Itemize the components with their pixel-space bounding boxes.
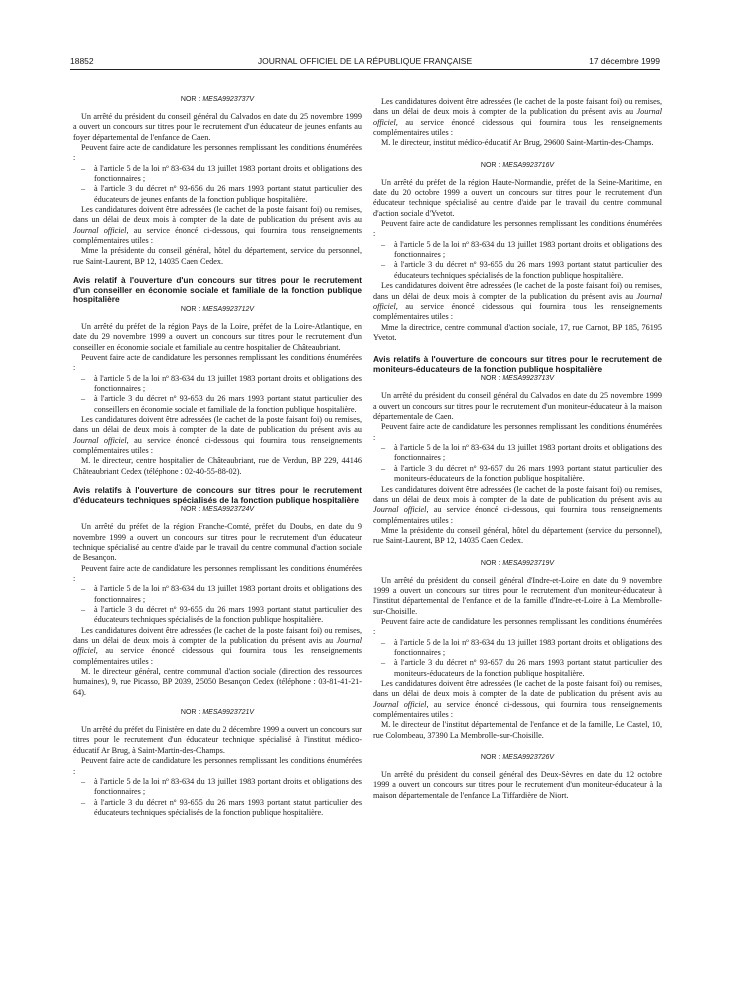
nor-prefix: NOR :	[480, 559, 501, 567]
paragraph: Mme la présidente du conseil général, hôtel du département (service du personnel), rue Saint-Laurent, BP 12, 14035 Caen Cedex.	[373, 525, 662, 546]
paragraph: Un arrêté du président du conseil général du Calvados en date du 25 novembre 1999 a ouvert un concours sur titres pour le recrutement d'un éducateur de jeunes enfants au foyer départemental de l'enfance de Caen.	[73, 112, 362, 142]
paragraph: Un arrêté du président du conseil général des Deux-Sèvres en date du 12 octobre 1999 a ouvert un concours sur titres pour le recrutement d'un moniteur-éducateur à la maison départementale de l'enfance La Tiffardière de Niort.	[373, 770, 662, 800]
nor-reference	[73, 505, 362, 515]
nor-code: MESA9923726V	[502, 754, 555, 762]
paragraph: Les candidatures doivent être adressées (le cachet de la poste faisant foi) ou remises, dans un délai de deux mois à compter de la publication du présent avis au Journal officiel, au service énoncé cidessous qui fournira tous les renseignements complémentaires utiles :	[373, 281, 662, 322]
paragraph: Un arrêté du préfet de la région Franche-Comté, préfet du Doubs, en date du 9 novembre 1999 a ouvert un concours sur titres pour le recrutement d'un éducateur technique spécialisé au centre d'aide par le travail du centre communal d'action sociale de Besançon.	[73, 522, 362, 563]
nor-prefix: NOR :	[480, 375, 501, 383]
paragraph: Peuvent faire acte de candidature les personnes remplissant les conditions énumérées :	[373, 616, 662, 637]
paragraph: M. le directeur, institut médico-éducatif Ar Brug, 29600 Saint-Martin-des-Champs.	[381, 138, 654, 148]
nor-reference	[73, 708, 362, 718]
nor-prefix: NOR :	[180, 709, 201, 717]
nor-prefix: NOR :	[480, 161, 501, 169]
paragraph: Les candidatures doivent être adressées (le cachet de la poste faisant foi) ou remises, dans un délai de deux mois à compter de la date de publication du présent avis au Journal officiel, au service énoncé ci-dessous qui fournira tous renseignements complémentaires utiles :	[73, 415, 362, 456]
notice-title: Avis relatifs à l'ouverture de concours sur titres pour le recrutement de moniteurs-éducateurs de la fonction publique hospitalière	[373, 354, 662, 374]
notice-title: Avis relatifs à l'ouverture de concours sur titres pour le recrutement d'éducateurs techniques spécialisés de la fonction publique hospitalière	[73, 485, 362, 505]
paragraph: Les candidatures doivent être adressées (le cachet de la poste faisant foi) ou remises, dans un délai de deux mois à compter de la publication du présent avis au Journal officiel, au service énoncé cidessous qui fournira tous les renseignements complémentaires utiles :	[73, 625, 362, 666]
nor-code: MESA9923716V	[502, 161, 555, 169]
paragraph: Peuvent faire acte de candidature les personnes remplissant les conditions énumérées :	[73, 143, 362, 163]
paragraph: M. le directeur général, centre communal d'action sociale (direction des ressources humaines), 9, rue Picasso, BP 2039, 25050 Besançon Cedex (téléphone : 03-81-41-21-64).	[73, 667, 362, 697]
paragraph: Un arrêté du préfet du Finistère en date du 2 décembre 1999 a ouvert un concours sur titres pour le recrutement d'un éducateur technique spécialisé à l'institut médico-éducatif Ar Brug, à Saint-Martin-des-Champs.	[73, 725, 362, 755]
condition-item: – à l'article 5 de la loi nº 83-634 du 13 juillet 1983 portant droits et obligations des fonctionnaires ;	[373, 443, 662, 464]
nor-prefix: NOR :	[180, 305, 201, 313]
condition-item: – à l'article 5 de la loi nº 83-634 du 13 juillet 1983 portant droits et obligations des fonctionnaires ;	[73, 374, 362, 395]
nor-code: MESA9923737V	[202, 96, 255, 103]
nor-reference	[373, 374, 662, 384]
condition-item: – à l'article 3 du décret nº 93-656 du 26 mars 1993 portant statut particulier des éducateurs de jeunes enfants de la fonction publique hospitalière.	[73, 184, 362, 205]
paragraph: Les candidatures doivent être adressées (le cachet de la poste faisant foi) ou remises, dans un délai de deux mois à compter de la date de publication du présent avis au Journal officiel, au service énoncé ci-dessous, qui fournira tous renseignements complémentaires utiles :	[373, 679, 662, 720]
nor-code: MESA9923712V	[202, 305, 255, 313]
spacer	[373, 763, 662, 770]
paragraph: M. le directeur, centre hospitalier de Châteaubriant, rue de Verdun, BP 229, 44146 Châteaubriant Cedex (téléphone : 02-40-55-88-02).	[73, 456, 362, 476]
paragraph: Peuvent faire acte de candidature les personnes remplissant les conditions énumérées :	[373, 219, 662, 239]
paragraph: Peuvent faire acte de candidature les personnes remplissant les conditions énumérées :	[73, 563, 362, 583]
spacer	[73, 315, 362, 322]
condition-item: – à l'article 5 de la loi nº 83-634 du 13 juillet 1983 portant droits et obligations des fonctionnaires ;	[73, 164, 362, 185]
condition-item: – à l'article 5 de la loi nº 83-634 du 13 juillet 1983 portant droits et obligations des fonctionnaires ;	[373, 638, 662, 659]
condition-list	[73, 777, 362, 818]
condition-item: – à l'article 5 de la loi nº 83-634 du 13 juillet 1983 portant droits et obligations des fonctionnaires ;	[373, 240, 662, 261]
condition-list	[73, 164, 362, 205]
paragraph: Peuvent faire acte de candidature les personnes remplissant les conditions énumérées :	[73, 352, 362, 373]
paragraph: Les candidatures doivent être adressées (le cachet de la poste faisant foi) ou remises, dans un délai de deux mois à compter de la date de publication du présent avis au Journal officiel, au service énoncé ci-dessous, qui fournira tous renseignements complémentaires utiles :	[73, 205, 362, 246]
condition-item: – à l'article 5 de la loi nº 83-634 du 13 juillet 1983 portant droits et obligations des fonctionnaires ;	[73, 584, 362, 605]
nor-code: MESA9923724V	[202, 506, 255, 514]
paragraph: Peuvent faire acte de candidature les personnes remplissant les conditions énumérées :	[73, 756, 362, 776]
nor-code: MESA9923721V	[202, 709, 255, 717]
paragraph: M. le directeur de l'institut départemental de l'enfance et de la famille, Le Castel, 10, rue Colombeau, 37390 La Membrolle-sur-Choisille.	[373, 720, 662, 740]
nor-reference	[73, 95, 362, 105]
paragraph: Un arrêté du préfet de la région Haute-Normandie, préfet de la Seine-Maritime, en date du 20 octobre 1999 a ouvert un concours sur titres pour le recrutement d'un éducateur technique spécialisé au centre d'aide par le travail du centre communal d'action sociale d'Yvetot.	[373, 177, 662, 218]
paragraph: Un arrêté du président du conseil général d'Indre-et-Loire en date du 9 novembre 1999 a ouvert un concours sur titres pour le recrutement d'un moniteur-éducateur à l'institut départemental de l'enfance et de la famille d'Indre-et-Loire à La Membrolle-sur-Choisille.	[373, 575, 662, 616]
paragraph: Peuvent faire acte de candidature les personnes remplissant les conditions énumérées :	[373, 422, 662, 442]
left-column	[73, 95, 362, 818]
nor-code: MESA9923719V	[502, 559, 555, 567]
condition-list	[73, 584, 362, 625]
nor-code: MESA9923713V	[502, 375, 555, 383]
paragraph: Un arrêté du préfet de la région Pays de la Loire, préfet de la Loire-Atlantique, en date du 29 novembre 1999 a ouvert un concours sur titres pour le recrutement d'un conseiller en économie sociale et familiale au centre hospitalier de Châteaubriant.	[73, 321, 362, 352]
paragraph: Un arrêté du président du conseil général du Calvados en date du 25 novembre 1999 a ouvert un concours sur titres pour le recrutement d'un moniteur-éducateur à la maison départementale de Caen.	[373, 391, 662, 422]
condition-item: – à l'article 3 du décret nº 93-655 du 26 mars 1993 portant statut particulier des éducateurs techniques spécialisés de la fonction publique hospitalière.	[73, 605, 362, 626]
spacer	[73, 105, 362, 112]
journal-title: JOURNAL OFFICIEL DE LA RÉPUBLIQUE FRANÇAISE	[257, 56, 473, 66]
condition-list	[73, 374, 362, 415]
condition-list	[373, 443, 662, 484]
condition-item: – à l'article 3 du décret nº 93-653 du 26 mars 1993 portant statut particulier des conseillers en économie sociale et familiale de la fonction publique hospitalière.	[73, 394, 362, 415]
spacer	[373, 741, 662, 753]
condition-item: – à l'article 3 du décret nº 93-657 du 26 mars 1993 portant statut particulier des moniteurs-éducateurs de la fonction publique hospitalière.	[373, 658, 662, 679]
spacer	[373, 547, 662, 559]
paragraph: Mme la présidente du conseil général, hôtel du département, service du personnel, rue Saint-Laurent, BP 12, 14035 Caen Cedex.	[73, 246, 362, 266]
condition-item: – à l'article 3 du décret nº 93-657 du 26 mars 1993 portant statut particulier des moniteurs-éducateurs de la fonction publique hospitalière.	[373, 464, 662, 485]
page-header	[70, 56, 660, 70]
spacer	[73, 718, 362, 725]
issue-date: 17 décembre 1999	[589, 56, 660, 66]
nor-reference	[373, 753, 662, 763]
paragraph: Les candidatures doivent être adressées (le cachet de la poste faisant foi) ou remises, dans un délai de deux mois à compter de la publication du présent avis au Journal officiel, au service énoncé cidessous qui fournira tous les renseignements complémentaires utiles :	[373, 97, 662, 138]
nor-prefix: NOR :	[180, 506, 201, 514]
nor-prefix: NOR :	[180, 96, 201, 103]
paragraph: Les candidatures doivent être adressées (le cachet de la poste faisant foi) ou remises, dans un délai de deux mois à compter de la date de publication du présent avis au Journal officiel, au service énoncé ci-dessous, qui fournira tous renseignements complémentaires utiles :	[373, 484, 662, 525]
condition-list	[373, 240, 662, 281]
condition-item: – à l'article 3 du décret nº 93-655 du 26 mars 1993 portant statut particulier des éducateurs techniques spécialisés de la fonction publique hospitalière.	[73, 798, 362, 819]
nor-reference	[73, 305, 362, 315]
header-rule	[70, 69, 660, 70]
paragraph: Mme la directrice, centre communal d'action sociale, 17, rue Carnot, BP 185, 76195 Yvetot.	[373, 322, 662, 342]
nor-prefix: NOR :	[480, 754, 501, 762]
spacer	[373, 384, 662, 391]
condition-item: – à l'article 5 de la loi nº 83-634 du 13 juillet 1983 portant droits et obligations des fonctionnaires ;	[73, 777, 362, 798]
spacer	[373, 569, 662, 576]
spacer	[373, 171, 662, 178]
spacer	[373, 149, 662, 161]
right-column	[373, 97, 662, 801]
condition-item: – à l'article 3 du décret nº 93-655 du 26 mars 1993 portant statut particulier des éducateurs techniques spécialisés de la fonction publique hospitalière.	[373, 260, 662, 281]
spacer	[73, 698, 362, 708]
spacer	[73, 515, 362, 522]
nor-reference	[373, 161, 662, 171]
page-number: 18852	[70, 56, 94, 66]
nor-reference	[373, 559, 662, 569]
condition-list	[373, 638, 662, 679]
notice-title: Avis relatif à l'ouverture d'un concours sur titres pour le recrutement d'un conseiller en économie sociale et familiale de la fonction publique hospitalière	[73, 275, 362, 305]
